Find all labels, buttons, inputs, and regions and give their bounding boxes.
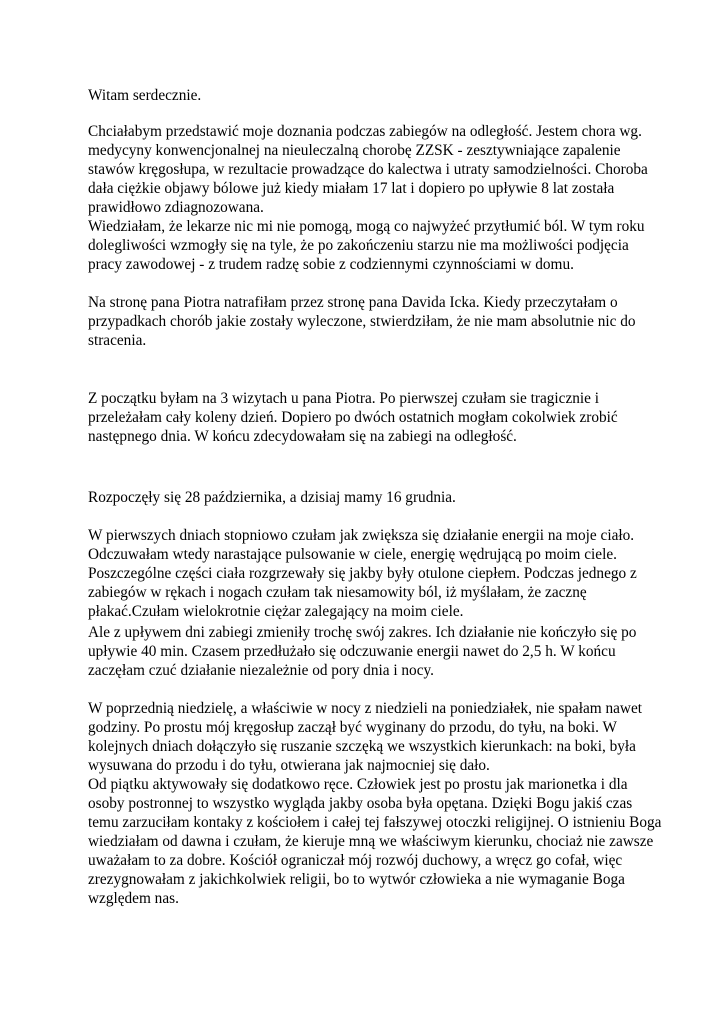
text-line: zrezygnowałam z jakichkolwiek religii, bo to wytwór człowieka a nie wymaganie Boga	[88, 871, 625, 888]
text-line: płakać.Czułam wielokrotnie ciężar zalegający na moim ciele.	[88, 603, 464, 620]
text-line: następnego dnia. W końcu zdecydowałam się na zabiegi na odległość.	[88, 428, 517, 445]
paragraph-friday	[88, 775, 662, 908]
text-line: pracy zawodowej - z trudem radzę sobie z codziennymi czynnościami w domu.	[88, 256, 574, 273]
text-line: Rozpoczęły się 28 października, a dzisiaj mamy 16 grudnia.	[88, 489, 456, 506]
text-line: stawów kręgosłupa, w rezultacie prowadzące do kalectwa i utraty samodzielności. Choroba	[88, 161, 648, 178]
text-line: Wiedziałam, że lekarze nic mi nie pomogą, mogą co najwyżeć przytłumić ból. W tym roku	[88, 218, 645, 235]
text-line: Z początku byłam na 3 wizytach u pana Piotra. Po pierwszej czułam sie tragicznie i	[88, 390, 599, 407]
text-line: godziny. Po prostu mój kręgosłup zaczął być wyginany do przodu, do tyłu, na boki. W	[88, 719, 617, 736]
text-line: prawidłowo zdiagnozowana.	[88, 199, 264, 216]
text-line: W poprzednią niedzielę, a właściwie w nocy z niedzieli na poniedziałek, nie spałam nawet	[88, 700, 643, 717]
paragraph-progress	[88, 623, 648, 680]
text-line: osoby postronnej to wszystko wygląda jakby osoba była opętana. Dzięki Bogu jakiś czas	[88, 795, 633, 812]
text-line: Chciałabym przedstawić moje doznania podczas zabiegów na odległość. Jestem chora wg.	[88, 123, 642, 140]
paragraph-visits	[88, 389, 648, 446]
text-line: względem nas.	[88, 890, 179, 907]
text-line: zaczęłam czuć działanie niezależnie od pory dnia i nocy.	[88, 662, 434, 679]
text-line: upływie 40 min. Czasem przedłużało się odczuwanie energii nawet do 2,5 h. W końcu	[88, 643, 616, 660]
text-line: W pierwszych dniach stopniowo czułam jak zwiększa się działanie energii na moje ciało.	[88, 527, 635, 544]
text-line: dolegliwości wzmogły się na tyle, że po zakończeniu starzu nie ma możliwości podjęcia	[88, 237, 629, 254]
text-line: temu zarzuciłam kontaky z kościołem i całej tej fałszywej otoczki religijnej. O istnieniu Boga	[88, 814, 662, 831]
text-line: Na stronę pana Piotra natrafiłam przez stronę pana Davida Icka. Kiedy przeczytałam o	[88, 294, 618, 311]
text-line: Poszczególne części ciała rozgrzewały się jakby były otulone ciepłem. Podczas jednego z	[88, 565, 637, 582]
text-line: zabiegów w rękach i nogach czułam tak niesamowity ból, iż myślałam, że zacznę	[88, 584, 587, 601]
paragraph-first-days	[88, 526, 648, 621]
paragraph-discovery	[88, 293, 648, 350]
text-line: uważałam to za dobre. Kościół ograniczał mój rozwój duchowy, a wręcz go cofał, więc	[88, 852, 623, 869]
text-line: stracenia.	[88, 332, 147, 349]
text-line: Ale z upływem dni zabiegi zmieniły trochę swój zakres. Ich działanie nie kończyło się po	[88, 624, 637, 641]
paragraph-sunday	[88, 699, 648, 775]
text-line: Od piątku aktywowały się dodatkowo ręce. Człowiek jest po prostu jak marionetka i dla	[88, 776, 628, 793]
paragraph-start-date	[88, 488, 648, 507]
text-line: Odczuwałam wtedy narastające pulsowanie w ciele, energię wędrującą po moim ciele.	[88, 546, 617, 563]
text-line: medycyny konwencjonalnej na nieuleczalną chorobę ZZSK - zesztywniające zapalenie	[88, 142, 621, 159]
text-line: wiedziałam od dawna i czułam, że kieruje mną we właściwym kierunku, chociaż nie zawsze	[88, 833, 654, 850]
text-line: przypadkach chorób jakie zostały wyleczone, stwierdziłam, że nie mam absolutnie nic do	[88, 313, 636, 330]
text-line: przeleżałam cały koleny dzień. Dopiero po dwóch ostatnich mogłam cokolwiek zrobić	[88, 409, 618, 426]
paragraph-doctors	[88, 217, 648, 274]
greeting: Witam serdecznie.	[88, 87, 202, 104]
text-line: wysuwana do przodu i do tyłu, otwierana jak najmocniej się dało.	[88, 757, 490, 774]
text-line: kolejnych dniach dołączyło się ruszanie szczęką we wszystkich kierunkach: na boki, była	[88, 738, 636, 755]
paragraph-intro	[88, 122, 648, 217]
text-line: dała ciężkie objawy bólowe już kiedy miałam 17 lat i dopiero po upływie 8 lat została	[88, 180, 615, 197]
